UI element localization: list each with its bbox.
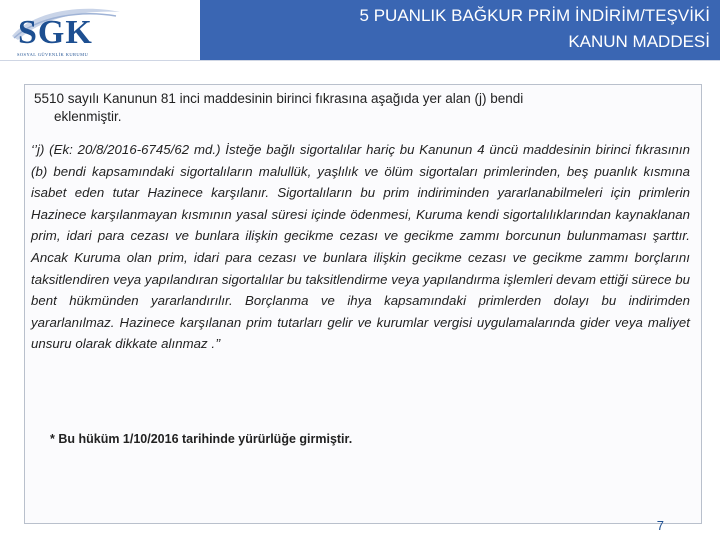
intro-line-1: 5510 sayılı Kanunun 81 inci maddesinin birinci fıkrasına aşağıda yer alan (j) bendi xyxy=(34,91,524,106)
header-band xyxy=(200,0,720,60)
page-title-line-1: 5 PUANLIK BAĞKUR PRİM İNDİRİM/TEŞVİKİ xyxy=(359,6,710,25)
page-title-line-2: KANUN MADDESİ xyxy=(568,32,710,51)
intro-line-2: eklenmiştir. xyxy=(54,109,122,124)
logo xyxy=(0,0,200,62)
logo-subtitle: SOSYAL GÜVENLİK KURUMU xyxy=(17,52,89,57)
footnote: * Bu hüküm 1/10/2016 tarihinde yürürlüğe girmiştir. xyxy=(50,432,353,446)
page-number: 7 xyxy=(656,518,664,533)
header-divider xyxy=(0,60,720,61)
intro-text xyxy=(34,90,654,126)
logo-text: SGK xyxy=(18,14,93,51)
article-text: ‘’j) (Ek: 20/8/2016-6745/62 md.) İsteğe bağlı sigortalılar hariç bu Kanunun 4 üncü maddesinin birinci fıkrasının (b) bendi kapsamındaki sigortalıların malullük, yaşlılık ve ölüm sigortaları primlerinden, beş puanlık kısmına isabet eden tutar Hazinece karşılanır. Sigortalıların bu prim indiriminden yararlanabilmeleri için primlerin Hazinece karşılanmayan kısmının yasal süresi içinde ödenmesi, Kuruma kendi sigortalılıklarından kaynaklanan prim, idari para cezası ve bunlara ilişkin gecikme cezası ve gecikme zammı borcunun bulunmaması şarttır. Ancak Kuruma olan prim, idari para cezası ve bunlara ilişkin gecikme cezası ve gecikme zammı borçlarını taksitlendiren veya yapılandıran sigortalılar bu taksitlendirme veya yapılandırma işlemleri devam ettiği sürece bu bent hükmünden yararlandırılır. Borçlanma ve ihya kapsamındaki primlerden dolayı bu indirimden yararlanılmaz. Hazinece karşılanan prim tutarları gelir ve kurumlar vergisi uygulamalarında gider veya maliyet unsuru olarak dikkate alınmaz .’’ xyxy=(31,142,690,352)
page-title xyxy=(210,3,710,55)
